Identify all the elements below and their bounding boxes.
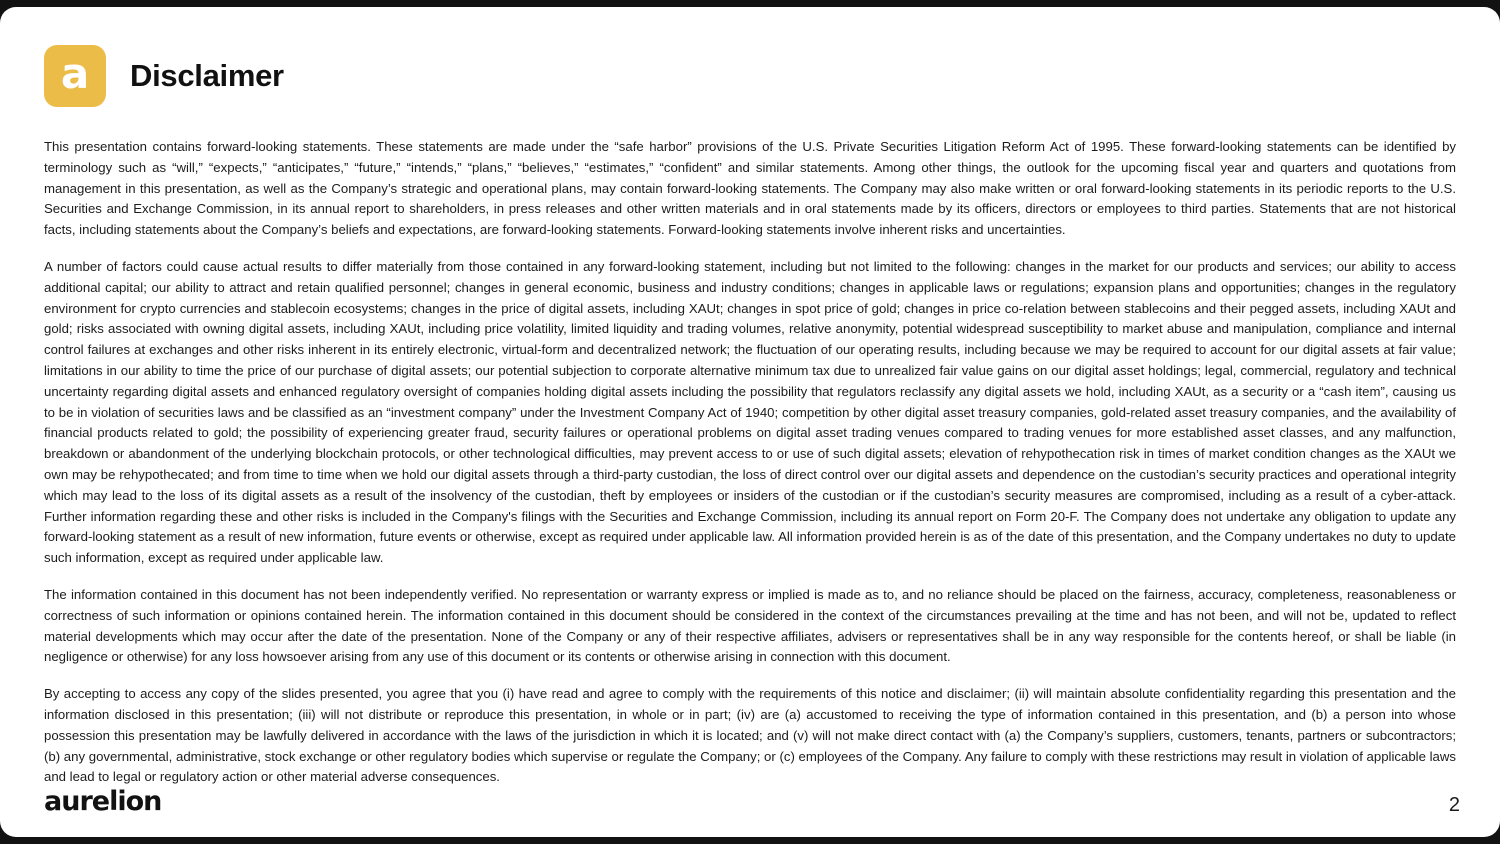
page-number: 2 (1448, 794, 1460, 816)
disclaimer-paragraph-4: By accepting to access any copy of the slides presented, you agree that you (i) have read and agree to comply with the requirements of this notice and disclaimer; (ii) will maintain absolute confidentiality regarding this presentation and the information disclosed in this presentation; (iii) will not distribute or reproduce this presentation, in whole or in part; (iv) are (a) accustomed to receiving the type of information contained in this presentation, and (b) a person into whose possession this presentation may be lawfully delivered in accordance with the laws of the jurisdiction in which it is located; and (v) will not make direct contact with (a) the Company’s suppliers, customers, tenants, partners or subcontractors; (b) any governmental, administrative, stock exchange or other regulatory bodies which supervise or regulate the Company; or (c) employees of the Company. Any failure to comply with these restrictions may result in violation of applicable laws and lead to legal or regulatory action or other material adverse consequences. (44, 686, 1456, 785)
aurelion-logo-icon (44, 45, 106, 107)
page-title: Disclaimer (130, 58, 284, 93)
slide-footer (44, 788, 1460, 815)
disclaimer-slide (0, 7, 1500, 837)
disclaimer-paragraph-1: This presentation contains forward-looking statements. These statements are made under the “safe harbor” provisions of the U.S. Private Securities Litigation Reform Act of 1995. These forward-looking statements can be identified by terminology such as “will,” “expects,” “anticipates,” “future,” “intends,” “plans,” “believes,” “estimates,” “confident” and similar statements. Among other things, the outlook for the upcoming fiscal year and quarters and quotations from management in this presentation, as well as the Company’s strategic and operational plans, may contain forward-looking statements. The Company may also make written or oral forward-looking statements in its periodic reports to the U.S. Securities and Exchange Commission, in its annual report to shareholders, in press releases and other written materials and in oral statements made by its officers, directors or employees to third parties. Statements that are not historical facts, including statements about the Company’s beliefs and expectations, are forward-looking statements. Forward-looking statements involve inherent risks and uncertainties. (44, 139, 1456, 238)
disclaimer-paragraph-3: The information contained in this document has not been independently verified. No representation or warranty express or implied is made as to, and no reliance should be placed on the fairness, accuracy, completeness, reasonableness or correctness of such information or opinions contained herein. The information contained in this document should be considered in the context of the circumstances prevailing at the time and has not been, and will not be, updated to reflect material developments which may occur after the date of the presentation. None of the Company or any of their respective affiliates, advisers or representatives shall be in any way responsible for the contents hereof, or shall be liable (in negligence or otherwise) for any loss howsoever arising from any use of this document or its contents or otherwise arising in connection with this document. (44, 586, 1456, 665)
disclaimer-body (0, 107, 1500, 788)
disclaimer-paragraph-2: A number of factors could cause actual results to differ materially from those contained in any forward-looking statement, including but not limited to the following: changes in the market for our products and services; our ability to access additional capital; our ability to attract and retain qualified personnel; changes in general economic, business and industry conditions; changes in applicable laws or regulations; expansion plans and opportunities; changes in the regulatory environment for crypto currencies and stablecoin ecosystems; changes in the price of digital assets, including XAUt; changes in spot price of gold; changes in price co-relation between stablecoins and their pegged assets, including XAUt and gold; risks associated with owning digital assets, including XAUt, including price volatility, limited liquidity and trading volumes, relative anonymity, potential widespread susceptibility to market abuse and manipulation, compliance and internal control failures at exchanges and other risks inherent in its entirely electronic, virtual-form and decentralized network; the fluctuation of our operating results, including because we may be required to account for our digital assets at fair value; limitations in our ability to time the price of our purchase of digital assets; our potential subjection to corporate alternative minimum tax due to unrealized fair value gains on our digital asset holdings; legal, commercial, regulatory and technical uncertainty regarding digital assets and enhanced regulatory oversight of companies holding digital assets including the possibility that regulators reclassify any digital assets we hold, including XAUt, as a security or a “cash item”, causing us to be in violation of securities laws and be classified as an “investment company” under the Investment Company Act of 1940; competition by other digital asset treasury companies, gold-related asset treasury companies, and the availability of financial products related to gold; the possibility of experiencing greater fraud, security failures or operational problems on digital asset trading venues compared to trading venues for more established asset classes, and any malfunction, breakdown or abandonment of the underlying blockchain protocols, or other technological difficulties, may prevent access to or use of such digital assets; elevation of rehypothecation risk in times of market condition changes as the XAUt we own may be rehypothecated; and from time to time when we hold our digital assets through a third-party custodian, the loss of direct control over our digital assets and dependence on the custodian’s security practices and operational integrity which may lead to the loss of its digital assets as a result of the insolvency of the custodian, theft by employees or insiders of the custodian or if the custodian’s security measures are compromised, including as a result of a cyber-attack. Further information regarding these and other risks is included in the Company's filings with the Securities and Exchange Commission, including its annual report on Form 20-F. The Company does not undertake any obligation to update any forward-looking statement as a result of new information, future events or otherwise, except as required under applicable law. All information provided herein is as of the date of this presentation, and the Company undertakes no duty to update such information, except as required under applicable law. (44, 258, 1456, 566)
slide-header (0, 7, 1500, 107)
brand-wordmark: aurelion (44, 786, 162, 817)
aurelion-logo-letter: a (60, 49, 90, 98)
